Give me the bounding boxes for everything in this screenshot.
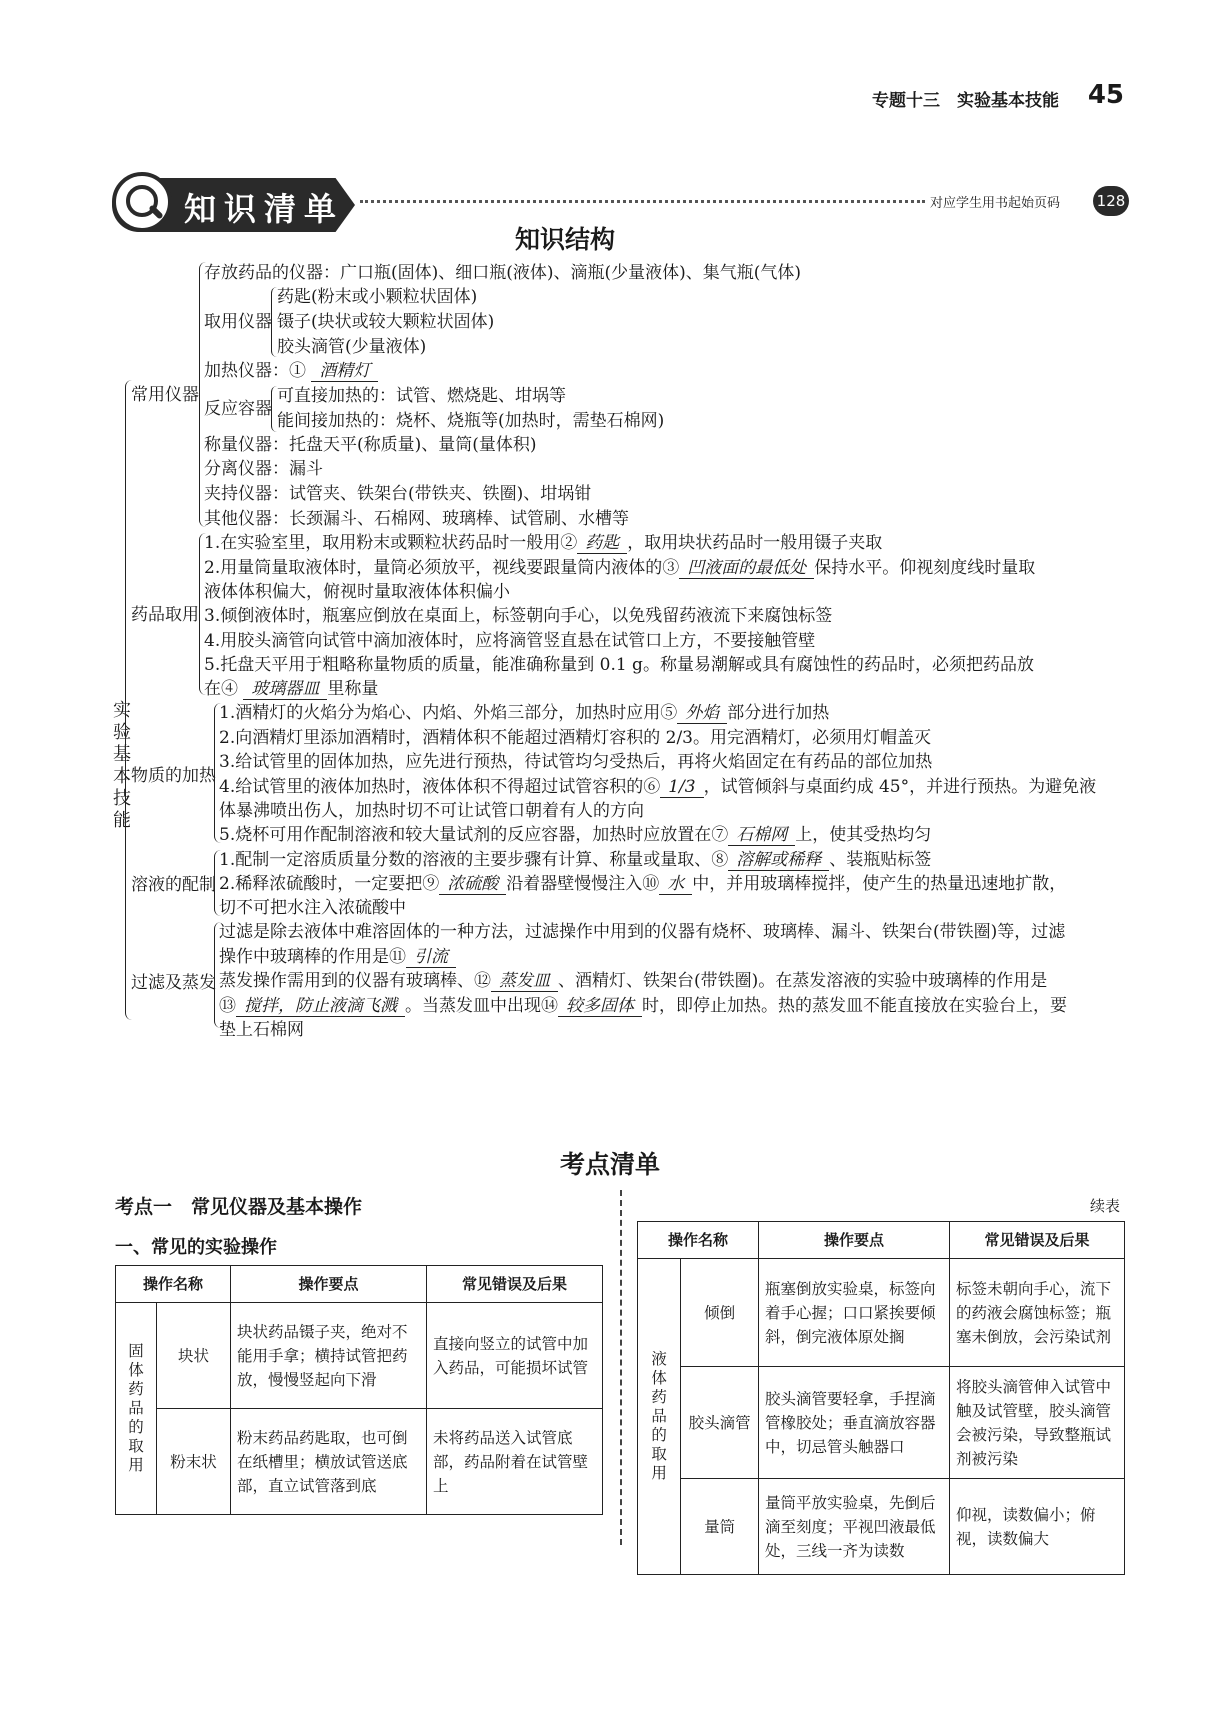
banner-title: 知识清单 [184, 190, 345, 228]
magnifier-icon [112, 172, 172, 232]
op-name: 量筒 [681, 1479, 759, 1575]
table-header: 操作要点 [759, 1222, 950, 1259]
running-head: 专题十三 实验基本技能 [872, 91, 1059, 111]
drug-line-4: 4.用胶头滴管向试管中滴加液体时，应将滴管竖直悬在试管口上方，不要接触管壁 [204, 631, 816, 651]
op-points: 粉末药品药匙取，也可倒在纸槽里；横放试管送底部，直立试管落到底 [231, 1409, 427, 1515]
heat-line-5: 5.烧杯可用作配制溶液和较大量试剂的反应容器，加热时应放置在⑦ 石棉网 上，使其受热均匀 [219, 825, 932, 845]
op-errors: 未将药品送入试管底部，药品附着在试管壁上 [427, 1409, 603, 1515]
table-header: 常见错误及后果 [950, 1222, 1125, 1259]
clamp-line: 夹持仪器：试管夹、铁架台(带铁夹、铁圈)、坩埚钳 [204, 484, 592, 504]
solution-line-1: 1.配制一定溶质质量分数的溶液的主要步骤有计算、称量或量取、⑧ 溶解或稀释 、装瓶贴标签 [219, 850, 932, 870]
continued-label: 续表 [1090, 1197, 1121, 1215]
drug-line-1: 1.在实验室里，取用粉末或颗粒状药品时一般用② 药匙 ，取用块状药品时一般用镊子夹取 [204, 533, 883, 553]
op-name: 倾倒 [681, 1259, 759, 1367]
filter-line-1: 过滤是除去液体中难溶固体的一种方法，过滤操作中用到的仪器有烧杯、玻璃棒、漏斗、铁架台(带铁圈)等，过滤 [219, 922, 1066, 942]
op-points: 胶头滴管要轻拿，手捏滴管橡胶处；垂直滴放容器中，切忌管头触器口 [759, 1367, 950, 1479]
heat-line-1: 1.酒精灯的火焰分为焰心、内焰、外焰三部分，加热时应用⑤ 外焰 部分进行加热 [219, 703, 830, 723]
filter-line-4: ⑬ 搅拌，防止液滴飞溅 。当蒸发皿中出现⑭ 较多固体 时，即停止加热。热的蒸发皿不能直接放在实验台上，要 [219, 996, 1067, 1016]
start-page-badge: 128 [1093, 186, 1129, 216]
start-page-label: 对应学生用书起始页码 [930, 196, 1061, 211]
point-title: 考点一 常见仪器及基本操作 [115, 1196, 363, 1218]
heat-prefix: 加热仪器：① [204, 361, 306, 381]
table-header: 操作名称 [116, 1266, 231, 1303]
knowledge-structure-title: 知识结构 [515, 225, 616, 254]
drug-line-5b: 在④ 玻璃器皿 里称量 [204, 679, 379, 699]
checklist-title: 考点清单 [560, 1150, 661, 1179]
table-solid-drugs [115, 1265, 603, 1515]
heat-line-3: 3.给试管里的固体加热，应先进行预热，待试管均匀受热后，再将火焰固定在有药品的部位加热 [219, 752, 933, 772]
sub-title: 一、常见的实验操作 [115, 1237, 277, 1258]
heat-instrument-line [204, 358, 378, 384]
group-cell: 固体药品的取用 [116, 1303, 157, 1515]
op-points: 量筒平放实验桌，先倒后滴至刻度；平视凹液最低处，三线一齐为读数 [759, 1479, 950, 1575]
filter-line-3: 蒸发操作需用到的仪器有玻璃棒、⑫ 蒸发皿 、酒精灯、铁架台(带铁圈)。在蒸发溶液的实验中玻璃棒的作用是 [219, 971, 1048, 991]
storage-line: 存放药品的仪器：广口瓶(固体)、细口瓶(液体)、滴瓶(少量液体)、集气瓶(气体) [204, 263, 802, 283]
separate-line: 分离仪器：漏斗 [204, 459, 323, 479]
solution-line-2: 2.稀释浓硫酸时，一定要把⑨ 浓硫酸 沿着器壁慢慢注入⑩ 水 中，并用玻璃棒搅拌，使产生的热量迅速地扩散， [219, 874, 1067, 894]
react-label: 反应容器 [204, 399, 272, 419]
table-header: 常见错误及后果 [427, 1266, 603, 1303]
drug-line-2: 2.用量筒量取液体时，量筒必须放平，视线要跟量筒内液体的③ 凹液面的最低处 保持水平。仰视刻度线时量取 [204, 558, 1036, 578]
drug-line-2b: 液体体积偏大，俯视时量取液体体积偏小 [204, 582, 510, 602]
heat-line-4: 4.给试管里的液体加热时，液体体积不得超过试管容积的⑥ 1/3 ，试管倾斜与桌面约成 45°，并进行预热。为避免液 [219, 777, 1097, 797]
react-item: 能间接加热的：烧杯、烧瓶等(加热时，需垫石棉网) [277, 411, 665, 431]
solution-line-2b: 切不可把水注入浓硫酸中 [219, 898, 406, 918]
op-name: 块状 [157, 1303, 231, 1409]
weigh-line: 称量仪器：托盘天平(称质量)、量筒(量体积) [204, 435, 537, 455]
table-header: 操作名称 [638, 1222, 759, 1259]
group-drug-taking: 药品取用 [131, 605, 199, 625]
group-filter: 过滤及蒸发 [131, 973, 216, 993]
op-errors: 仰视，读数偏小；俯视，读数偏大 [950, 1479, 1125, 1575]
op-errors: 标签未朝向手心，流下的药液会腐蚀标签；瓶塞未倒放，会污染试剂 [950, 1259, 1125, 1367]
drug-line-3: 3.倾倒液体时，瓶塞应倒放在桌面上，标签朝向手心，以免残留药液流下来腐蚀标签 [204, 606, 833, 626]
op-errors: 将胶头滴管伸入试管中触及试管壁，胶头滴管会被污染，导致整瓶试剂被污染 [950, 1367, 1125, 1479]
take-item: 胶头滴管(少量液体) [277, 337, 427, 357]
filter-line-5: 垫上石棉网 [219, 1020, 304, 1040]
op-name: 胶头滴管 [681, 1367, 759, 1479]
take-item: 药匙(粉末或小颗粒状固体) [277, 287, 478, 307]
group-cell: 液体药品的取用 [638, 1259, 681, 1575]
op-points: 瓶塞倒放实验桌，标签向着手心握；口口紧挨要倾斜，倒完液体原处搁 [759, 1259, 950, 1367]
heat-line-4b: 体暴沸喷出伤人，加热时切不可让试管口朝着有人的方向 [219, 801, 644, 821]
root-brace [125, 380, 132, 1020]
heat-line-2: 2.向酒精灯里添加酒精时，酒精体积不能超过酒精灯容积的 2/3。用完酒精灯，必须用灯帽盖灭 [219, 728, 931, 748]
column-divider [620, 1190, 622, 1545]
group-solution: 溶液的配制 [131, 875, 216, 895]
table-header: 操作要点 [231, 1266, 427, 1303]
op-name: 粉末状 [157, 1409, 231, 1515]
op-errors: 直接向竖立的试管中加入药品，可能损坏试管 [427, 1303, 603, 1409]
dotted-leader [360, 200, 925, 203]
take-item: 镊子(块状或较大颗粒状固体) [277, 312, 495, 332]
drug-line-5: 5.托盘天平用于粗略称量物质的质量，能准确称量到 0.1 g。称量易潮解或具有腐蚀性的药品时，必须把药品放 [204, 655, 1034, 675]
take-label: 取用仪器 [204, 312, 272, 332]
page-number: 45 [1087, 80, 1124, 110]
filter-line-2: 操作中玻璃棒的作用是⑪ 引流 [219, 944, 456, 970]
root-label: 实验基本技能 [113, 700, 131, 831]
answer-blank: 酒精灯 [311, 361, 378, 382]
group-heating: 物质的加热 [131, 766, 216, 786]
op-points: 块状药品镊子夹，绝对不能用手拿；横持试管把药放，慢慢竖起向下滑 [231, 1303, 427, 1409]
table-liquid-drugs [637, 1221, 1125, 1575]
group-instruments: 常用仪器 [131, 385, 199, 405]
other-line: 其他仪器：长颈漏斗、石棉网、玻璃棒、试管刷、水槽等 [204, 509, 629, 529]
react-item: 可直接加热的：试管、燃烧匙、坩埚等 [277, 386, 566, 406]
